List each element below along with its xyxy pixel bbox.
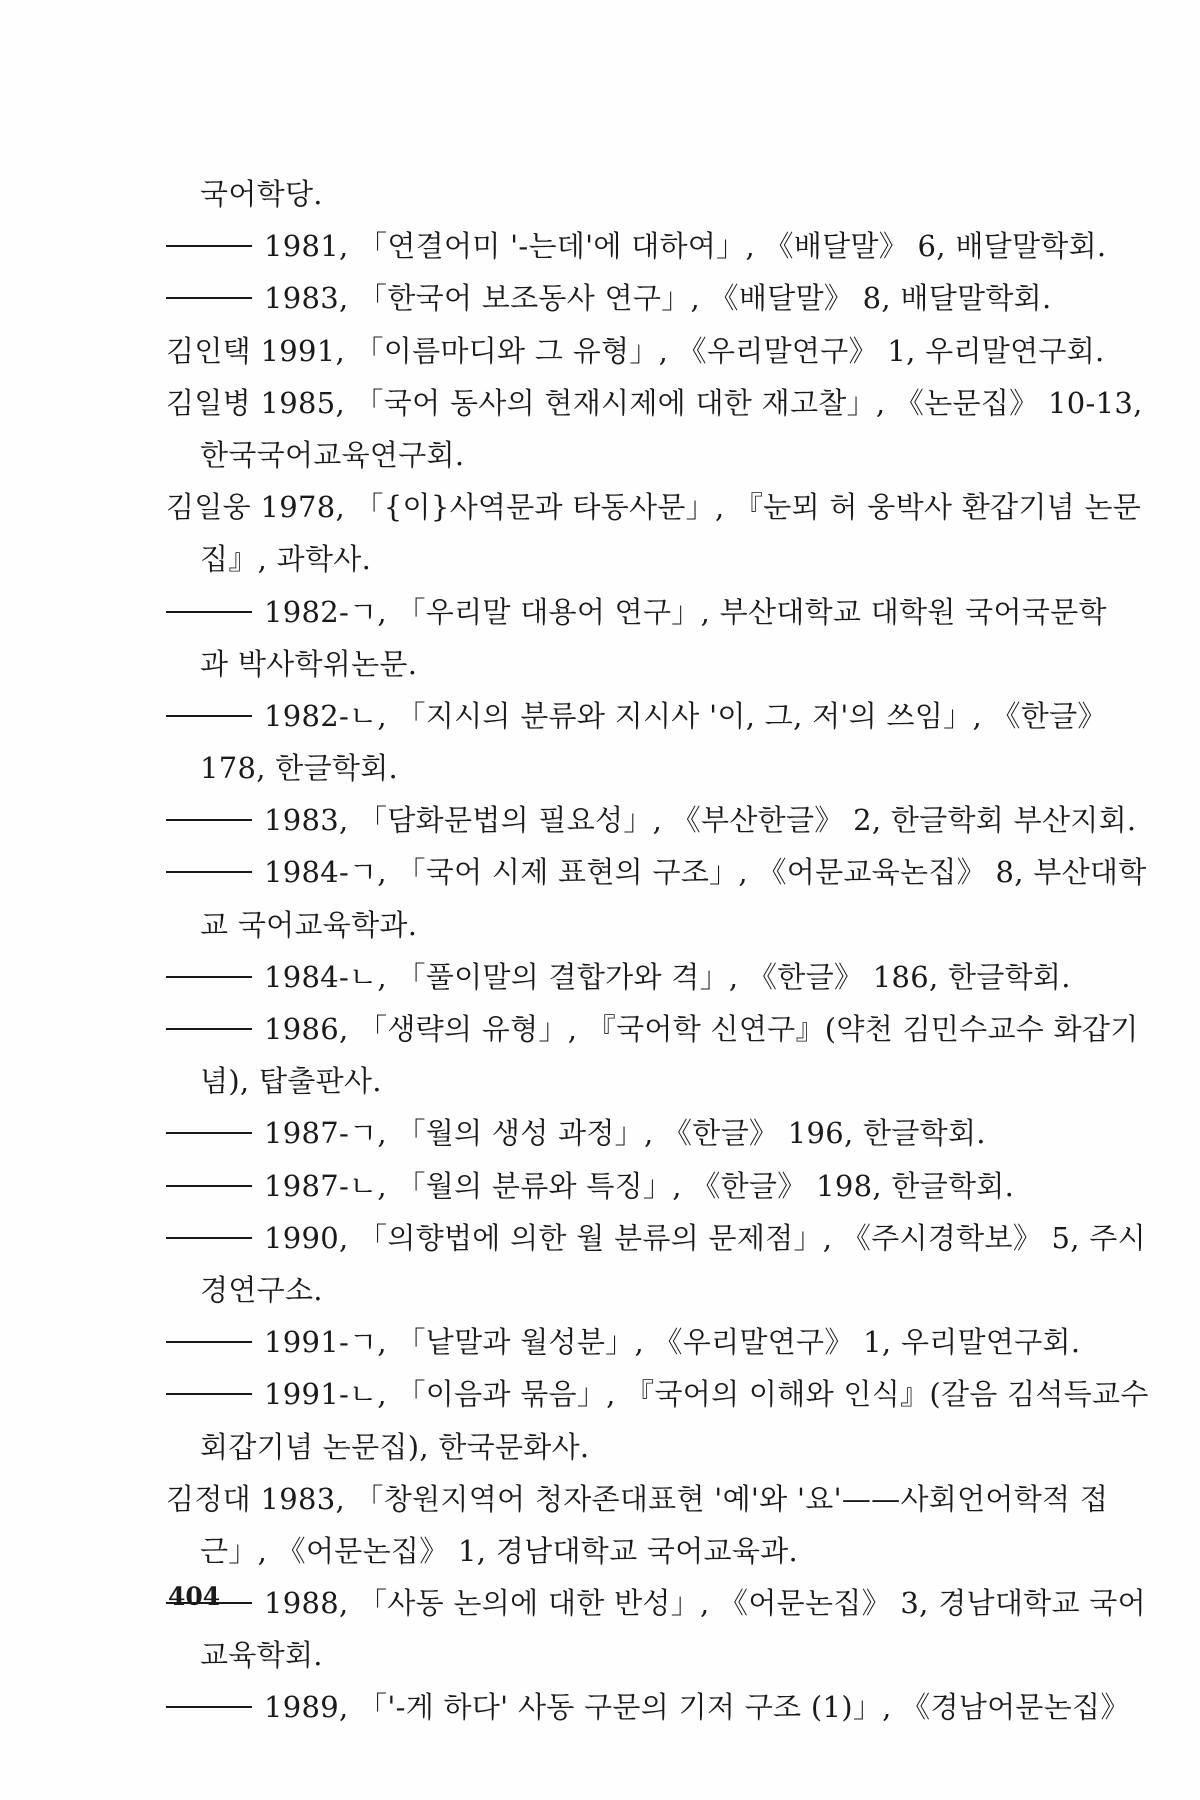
entry-text: 1987-ㄱ, 「월의 생성 과정」, 《한글》 196, 한글학회. [264, 1116, 986, 1151]
ditto-dash [166, 871, 252, 873]
bibliography-entry-line [166, 1681, 1130, 1733]
entry-text: 178, 한글학회. [200, 751, 399, 786]
bibliography-entry-line [166, 951, 1071, 1003]
entry-continuation-line [166, 429, 1036, 481]
bibliography-entry-line [166, 794, 1137, 846]
page-number: 404 [168, 1582, 221, 1611]
entry-continuation-line [166, 1264, 1036, 1316]
ditto-dash [166, 1393, 252, 1395]
entry-continuation-line [166, 1421, 1036, 1473]
ditto-dash [166, 245, 252, 247]
entry-text: 교육학회. [200, 1638, 323, 1673]
bibliography-entry-line [166, 1160, 1036, 1212]
bibliography-entry-line [166, 1212, 1146, 1264]
bibliography-entry-line [166, 1577, 1146, 1629]
entry-continuation-line [166, 533, 1036, 585]
entry-text: 1983, 「담화문법의 필요성」, 《부산한글》 2, 한글학회 부산지회. [264, 803, 1137, 838]
entry-continuation-line [166, 1525, 1036, 1577]
bibliography-entry-line [166, 1107, 1036, 1159]
ditto-dash [166, 1132, 252, 1134]
entry-text: 1983, 「한국어 보조동사 연구」, 《배달말》 8, 배달말학회. [264, 281, 1052, 316]
bibliography-entry-line [166, 1368, 1149, 1420]
bibliography-entry-line [166, 846, 1147, 898]
bibliography-entry-line [166, 1316, 1081, 1368]
entry-text: 김인택 1991, 「이름마디와 그 유형」, 《우리말연구》 1, 우리말연구회. [166, 333, 1105, 368]
entry-text: 1984-ㄴ, 「풀이말의 결합가와 격」, 《한글》 186, 한글학회. [264, 959, 1071, 994]
entry-continuation-line [166, 638, 1036, 690]
ditto-dash [166, 1706, 252, 1708]
bibliography-list [166, 168, 1149, 1734]
entry-text: 김일병 1985, 「국어 동사의 현재시제에 대한 재고찰」, 《논문집》 10-13, [166, 385, 1143, 420]
entry-text: 1982-ㄴ, 「지시의 분류와 지시사 '이, 그, 저'의 쓰임」, 《한글》 [264, 698, 1107, 733]
entry-text: 김정대 1983, 「창원지역어 청자존대표현 '예'와 '요'——사회언어학적 접 [166, 1481, 1109, 1516]
entry-text: 념), 탑출판사. [200, 1064, 382, 1099]
entry-continuation-line [166, 742, 1036, 794]
entry-continuation-line [166, 1629, 1036, 1681]
bibliography-entry-line [166, 481, 1142, 533]
bibliography-entry-line [166, 377, 1143, 429]
entry-text: 과 박사학위논문. [200, 646, 418, 681]
entry-text: 1989, 「'-게 하다' 사동 구문의 기저 구조 (1)」, 《경남어문논집》 [264, 1690, 1130, 1725]
entry-text: 1986, 「생략의 유형」, 『국어학 신연구』(약천 김민수교수 화갑기 [264, 1012, 1139, 1046]
entry-text: 회갑기념 논문집), 한국문화사. [200, 1429, 590, 1464]
entry-text: 1982-ㄱ, 「우리말 대용어 연구」, 부산대학교 대학원 국어국문학 [264, 594, 1107, 629]
bibliography-entry-line [166, 220, 1107, 272]
ditto-dash [166, 1237, 252, 1239]
entry-text: 1987-ㄴ, 「월의 분류와 특징」, 《한글》 198, 한글학회. [264, 1168, 1015, 1203]
bibliography-entry-line [166, 325, 1105, 377]
bibliography-entry-line [166, 272, 1052, 324]
ditto-dash [166, 611, 252, 613]
bibliography-entry-line [166, 1473, 1109, 1525]
ditto-dash [166, 819, 252, 821]
entry-continuation-line [166, 168, 1036, 220]
entry-continuation-line [166, 1055, 1036, 1107]
entry-text: 1988, 「사동 논의에 대한 반성」, 《어문논집》 3, 경남대학교 국어 [264, 1586, 1146, 1621]
ditto-dash [166, 1028, 252, 1030]
entry-text: 집』, 과학사. [200, 542, 372, 577]
bibliography-entry-line [166, 1003, 1139, 1055]
entry-text: 1991-ㄴ, 「이음과 묶음」, 『국어의 이해와 인식』(갈음 김석득교수 [264, 1377, 1149, 1412]
ditto-dash [166, 715, 252, 717]
bibliography-entry-line [166, 586, 1107, 638]
ditto-dash [166, 1185, 252, 1187]
entry-text: 1991-ㄱ, 「낱말과 월성분」, 《우리말연구》 1, 우리말연구회. [264, 1325, 1081, 1360]
entry-text: 근」, 《어문논집》 1, 경남대학교 국어교육과. [200, 1533, 798, 1568]
ditto-dash [166, 1341, 252, 1343]
bibliography-entry-line [166, 690, 1107, 742]
entry-text: 1984-ㄱ, 「국어 시제 표현의 구조」, 《어문교육논집》 8, 부산대학 [264, 855, 1147, 890]
entry-text: 1990, 「의향법에 의한 월 분류의 문제점」, 《주시경학보》 5, 주시 [264, 1220, 1146, 1255]
entry-text: 김일웅 1978, 「{이}사역문과 타동사문」, 『눈뫼 허 웅박사 환갑기념 논문 [166, 490, 1142, 525]
entry-text: 국어학당. [200, 177, 323, 211]
entry-continuation-line [166, 899, 1036, 951]
entry-text: 교 국어교육학과. [200, 907, 418, 942]
entry-text: 경연구소. [200, 1272, 323, 1307]
ditto-dash [166, 297, 252, 299]
entry-text: 한국국어교육연구회. [200, 437, 465, 472]
entry-text: 1981, 「연결어미 '-는데'에 대하여」, 《배달말》 6, 배달말학회. [264, 229, 1107, 264]
ditto-dash [166, 976, 252, 978]
